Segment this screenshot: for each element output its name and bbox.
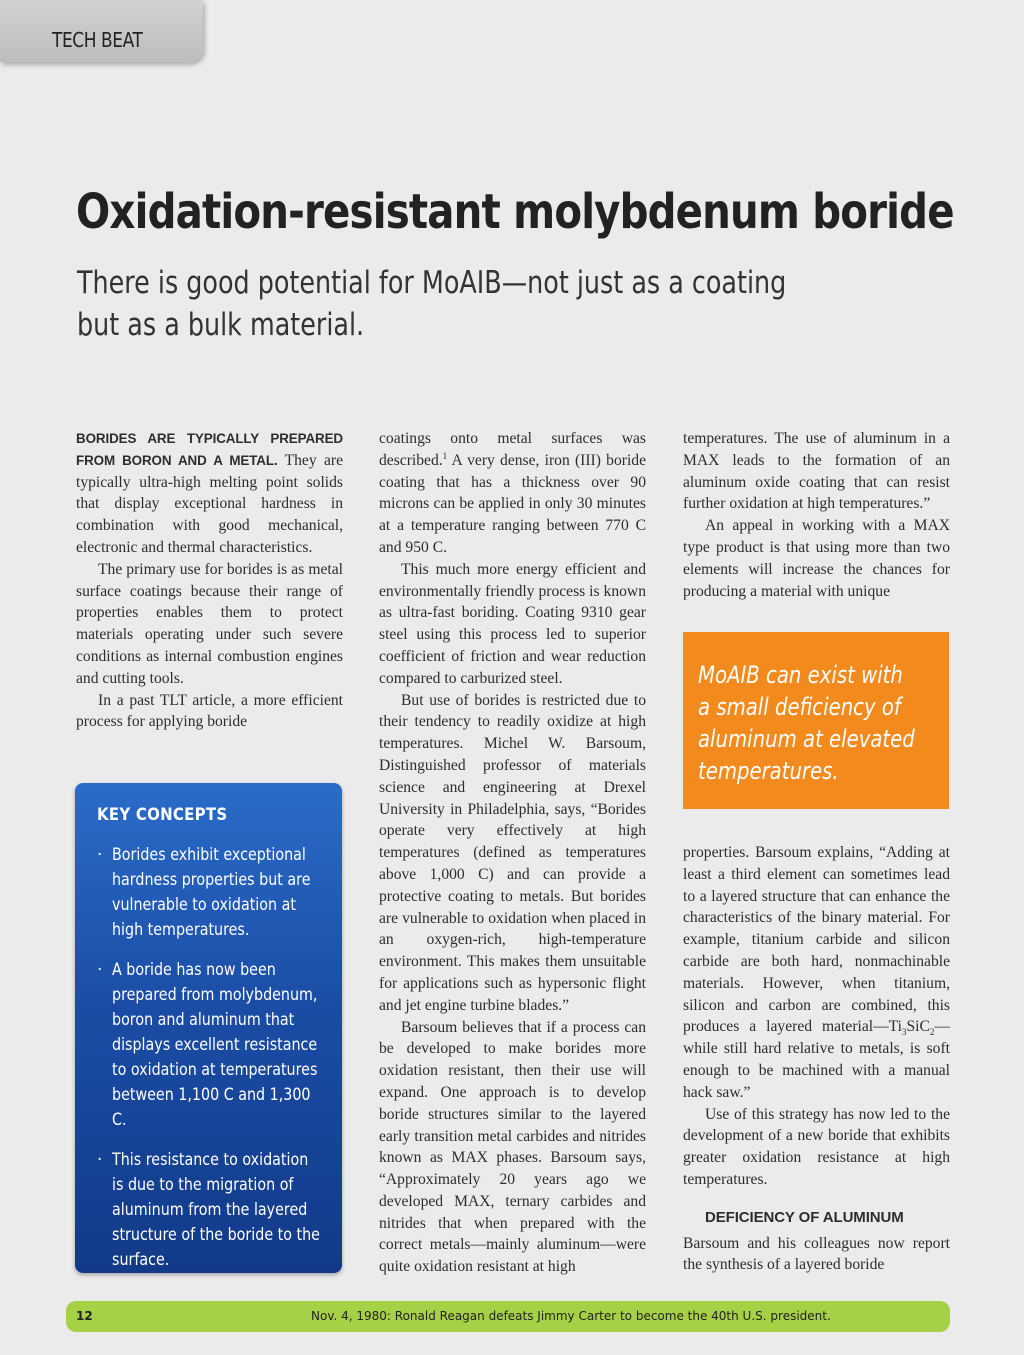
- subscript: 3: [902, 1027, 907, 1038]
- lead-in-line: BORON AND A METAL.: [122, 452, 278, 468]
- page-number: 12: [76, 1309, 93, 1323]
- paragraph-text: SiC: [906, 1018, 930, 1036]
- lead-in-line: BORIDES ARE TYPICALLY PREPARED FROM: [76, 431, 343, 468]
- key-concept-text: Borides exhibit exceptional hardness properties but are vulnerable to oxidation at high temperatures.: [112, 845, 311, 940]
- paragraph: This much more energy efficient and environmentally friendly process is known as ultra-fast boriding. Coating 9310 gear steel using this process led to superior coefficient of friction and wear reduction compared to carburized steel.: [379, 560, 646, 687]
- key-concept-item: [97, 843, 337, 943]
- key-concepts-title: KEY CONCEPTS: [97, 805, 228, 825]
- article-column-3-top: [683, 428, 950, 602]
- subheading: DEFICIENCY OF ALUMINUM: [705, 1208, 904, 1226]
- key-concepts-list: [97, 843, 337, 1288]
- paragraph: [76, 428, 343, 559]
- subscript: 2: [929, 1027, 935, 1038]
- paragraph-text: coatings onto metal surfaces was described.: [379, 430, 646, 469]
- article-column-1: [76, 428, 343, 733]
- section-label: TECH BEAT: [52, 28, 143, 52]
- bullet-icon: ·: [97, 960, 103, 980]
- headline: Oxidation-resistant molybdenum boride: [76, 184, 954, 240]
- paragraph: But use of borides is restricted due to their tendency to readily oxidize at high temperatures. Michel W. Barsoum, Distinguished professor of materials science and engineering at Drexel University in Philadelphia, says, “Borides operate very effectively at high temperatures (defined as temperatures above 1,000 C) and can provide a protective coating to metals. But borides are vulnerable to oxidation when placed in an oxygen-rich, high-temperature environment. This makes them unsuitable for applications such as hypersonic flight and jet engine turbine blades.”: [379, 691, 646, 1014]
- bullet-icon: ·: [97, 1150, 103, 1170]
- paragraph: An appeal in working with a MAX type product is that using more than two elements will increase the chances for producing a material with unique: [683, 517, 950, 600]
- paragraph: Barsoum and his colleagues now report the synthesis of a layered boride: [683, 1234, 950, 1274]
- key-concept-text: A boride has now been prepared from molybdenum, boron and aluminum that displays excellent resistance to oxidation at temperatures between 1,100 C and 1,300 C.: [112, 960, 318, 1130]
- paragraph: [683, 842, 950, 1104]
- key-concepts-box: [75, 783, 342, 1273]
- paragraph: Use of this strategy has now led to the development of a new boride that exhibits greater oxidation resistance at high temperatures.: [683, 1105, 950, 1188]
- paragraph: [379, 428, 646, 559]
- paragraph: Barsoum believes that if a process can be developed to make borides more oxidation resistant, then their use will expand. One approach is to develop boride structures similar to the layered early transition metal carbides and nitrides known as MAX phases. Barsoum says, “Approximately 20 years ago we developed MAX, ternary carbides and nitrides that when prepared with the correct metals—mainly aluminum—were quite oxidation resistant at high: [379, 1018, 646, 1276]
- paragraph: The primary use for borides is as metal surface coatings because their range of properties enables them to protect materials operating under such severe conditions as internal combustion engines and cutting tools.: [76, 560, 343, 687]
- key-concept-item: [97, 958, 337, 1133]
- key-concept-item: [97, 1148, 337, 1273]
- section-tab: [0, 0, 203, 62]
- footnote-ref: 1: [442, 450, 448, 461]
- paragraph: In a past TLT article, a more efficient process for applying boride: [76, 691, 343, 731]
- paragraph-text: They are typically ultra-high melting point solids that display exceptional hardness in combination with good mechanical, electronic and thermal characteristics.: [76, 451, 344, 556]
- footer-bar: [66, 1301, 950, 1332]
- paragraph-text: A very dense, iron (III) boride coating that has a thickness over 90 microns can be applied in only 30 minutes at a temperature ranging between 770 C and 950 C.: [379, 451, 646, 556]
- pull-quote: [683, 632, 949, 809]
- article-column-2: [379, 428, 646, 1278]
- paragraph-text: properties. Barsoum explains, “Adding at least a third element can sometimes lead to a layered structure that can enhance the characteristics of the binary material. For example, titanium carbide and silicon carbide are both hard, nonmachinable materials. However, when titanium, silicon and carbon are combined, this produces a layered material—Ti: [683, 844, 950, 1036]
- article-column-3-bottom: [683, 842, 950, 1276]
- footer-note: Nov. 4, 1980: Ronald Reagan defeats Jimmy Carter to become the 40th U.S. president.: [311, 1309, 831, 1323]
- bullet-icon: ·: [97, 845, 103, 865]
- pull-quote-text: MoAIB can exist with a small deficiency of aluminum at elevated temperatures.: [698, 661, 915, 785]
- key-concept-text: This resistance to oxidation is due to the migration of aluminum from the layered structure of the boride to the surface.: [112, 1150, 320, 1270]
- dek-line: There is good potential for MoAIB—not just as a coating: [77, 265, 787, 301]
- dek: [77, 262, 786, 346]
- dek-line: but as a bulk material.: [77, 307, 365, 343]
- paragraph-text: —while still hard relative to metals, is soft enough to be machined with a manual hack saw.”: [683, 1018, 950, 1101]
- paragraph: temperatures. The use of aluminum in a MAX leads to the formation of an aluminum oxide coating that can resist further oxidation at high temperatures.”: [683, 430, 950, 513]
